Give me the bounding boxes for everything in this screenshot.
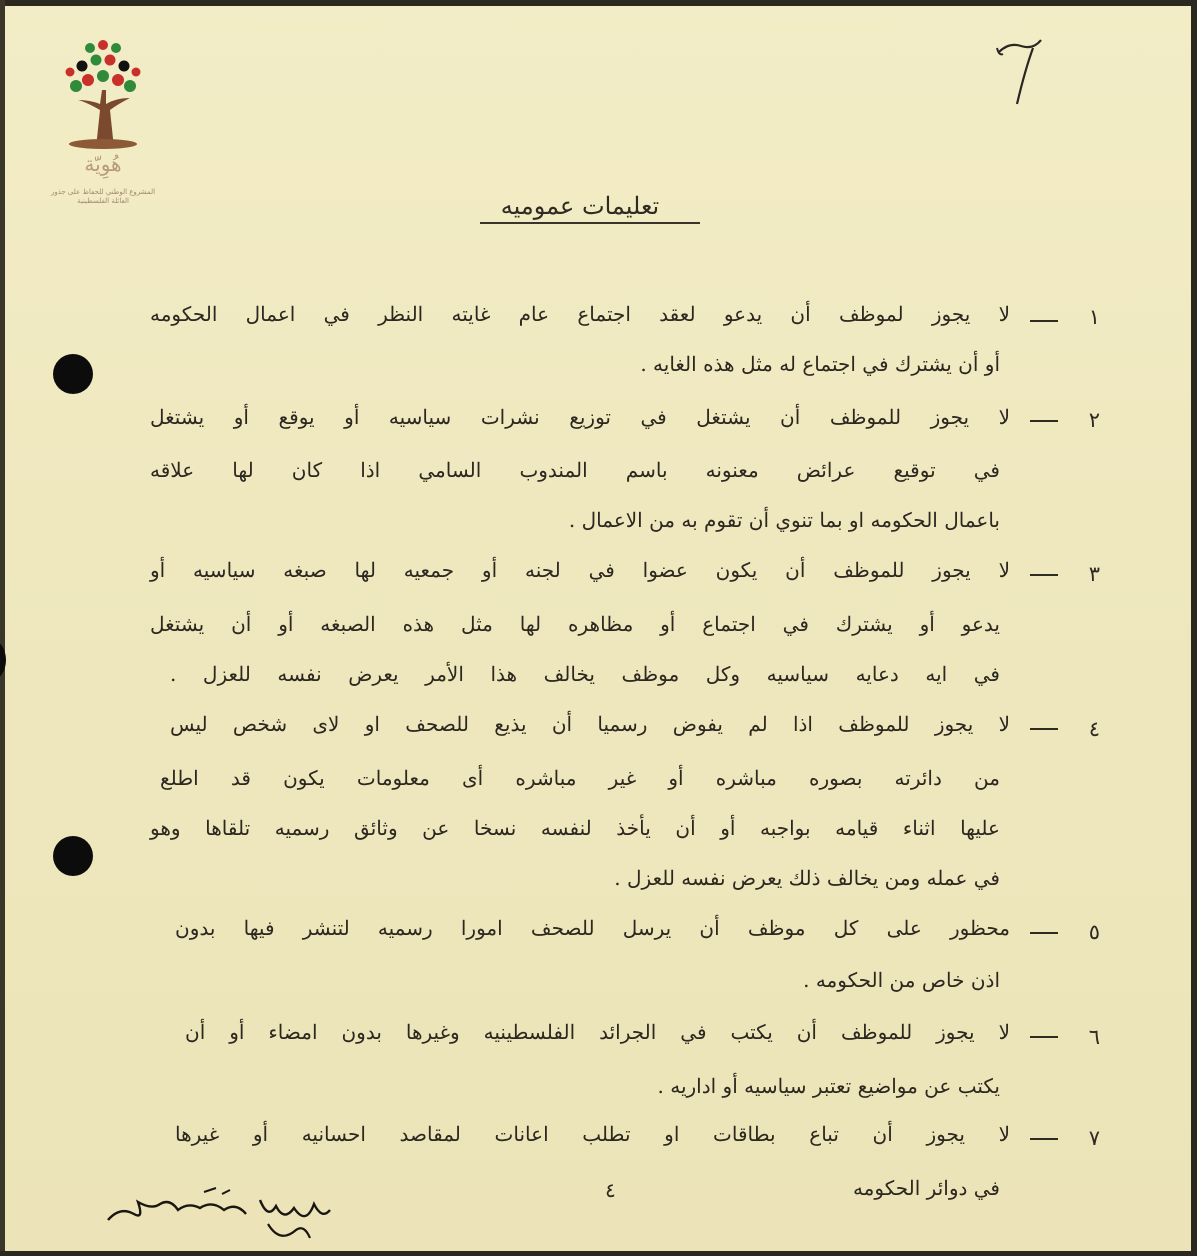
hawiya-logo <box>48 40 158 215</box>
clause-line: لا يجوز أن تباع بطاقات او تطلب اعانات لمقاصد احسانيه أو غيرها <box>175 1122 1010 1146</box>
clause-line: يدعو أو يشترك في اجتماع أو مظاهره لها مثل هذه الصبغه أو أن يشتغل <box>150 612 1000 636</box>
clause-dash <box>1030 320 1058 322</box>
clause-dash <box>1030 420 1058 422</box>
punch-hole-top <box>53 354 93 394</box>
clause-line: لا يجوز للموظف أن يشتغل في توزيع نشرات سياسيه أو يوقع أو يشتغل <box>150 405 1010 429</box>
page-number: ٤ <box>605 1178 616 1202</box>
clause-number: ٤ <box>1088 717 1100 741</box>
clause-line: لا يجوز للموظف أن يكتب في الجرائد الفلسطينيه وغيرها بدون امضاء أو أن <box>185 1020 1010 1044</box>
handwritten-folio-number <box>985 30 1055 110</box>
clause-line: في ايه دعايه سياسيه وكل موظف يخالف هذا الأمر يعرض نفسه للعزل . <box>170 662 1000 686</box>
clause-line: اذن خاص من الحكومه . <box>803 968 1000 992</box>
clause-line: من دائرته بصوره مباشره أو غير مباشره أى معلومات يكون قد اطلع <box>160 766 1000 790</box>
clause-number: ٧ <box>1088 1126 1100 1150</box>
clause-line: أو أن يشترك في اجتماع له مثل هذه الغايه . <box>640 352 1000 376</box>
logo-tagline: المشروع الوطني للحفاظ على جذور العائلة الفلسطينية <box>50 188 156 205</box>
family-tree-icon <box>56 40 150 150</box>
clause-line: في عمله ومن يخالف ذلك يعرض نفسه للعزل . <box>614 866 1000 890</box>
clause-dash <box>1030 1138 1058 1140</box>
clause-line: عليها اثناء قيامه بواجبه أو أن يأخذ لنفسه نسخا عن وثائق رسميه تلقاها وهو <box>150 816 1000 840</box>
document-title: تعليمات عموميه <box>500 192 660 220</box>
clause-dash <box>1030 574 1058 576</box>
clause-dash <box>1030 932 1058 934</box>
clause-line: لا يجوز للموظف أن يكون عضوا في لجنه أو جمعيه لها صبغه سياسيه أو <box>150 558 1010 582</box>
clause-dash <box>1030 728 1058 730</box>
clause-number: ٥ <box>1088 920 1100 944</box>
signature-stroke <box>100 1180 340 1250</box>
title-underline <box>480 222 700 224</box>
clause-dash <box>1030 1036 1058 1038</box>
logo-name: هُوِيّة <box>84 152 122 176</box>
clause-line: محظور على كل موظف أن يرسل للصحف امورا رسميه لتنشر فيها بدون <box>175 916 1011 940</box>
clause-line: في دوائر الحكومه <box>852 1176 1000 1200</box>
clause-line: باعمال الحكومه او بما تنوي أن تقوم به من الاعمال . <box>568 508 1000 532</box>
clause-line: يكتب عن مواضيع تعتبر سياسيه أو اداريه . <box>657 1074 1000 1098</box>
clause-line: في توقيع عرائض معنونه باسم المندوب السامي اذا كان لها علاقه <box>150 458 1000 482</box>
scan-border-right <box>1191 0 1197 1256</box>
scan-border-top <box>0 0 1197 6</box>
handwritten-signature <box>100 1180 340 1250</box>
clause-number: ٦ <box>1088 1025 1100 1049</box>
clause-line: لا يجوز لموظف أن يدعو لعقد اجتماع عام غايته النظر في اعمال الحكومه <box>150 302 1010 326</box>
clause-number: ٢ <box>1088 408 1100 432</box>
clause-number: ١ <box>1088 305 1100 329</box>
signature-text <box>100 1180 101 1181</box>
scan-border-bottom <box>0 1251 1197 1256</box>
scan-border-left <box>0 0 5 1256</box>
clause-number: ٣ <box>1088 562 1100 586</box>
clause-line: لا يجوز للموظف اذا لم يفوض رسميا أن يذيع للصحف او لاى شخص ليس <box>170 712 1010 736</box>
punch-hole-bottom <box>53 836 93 876</box>
